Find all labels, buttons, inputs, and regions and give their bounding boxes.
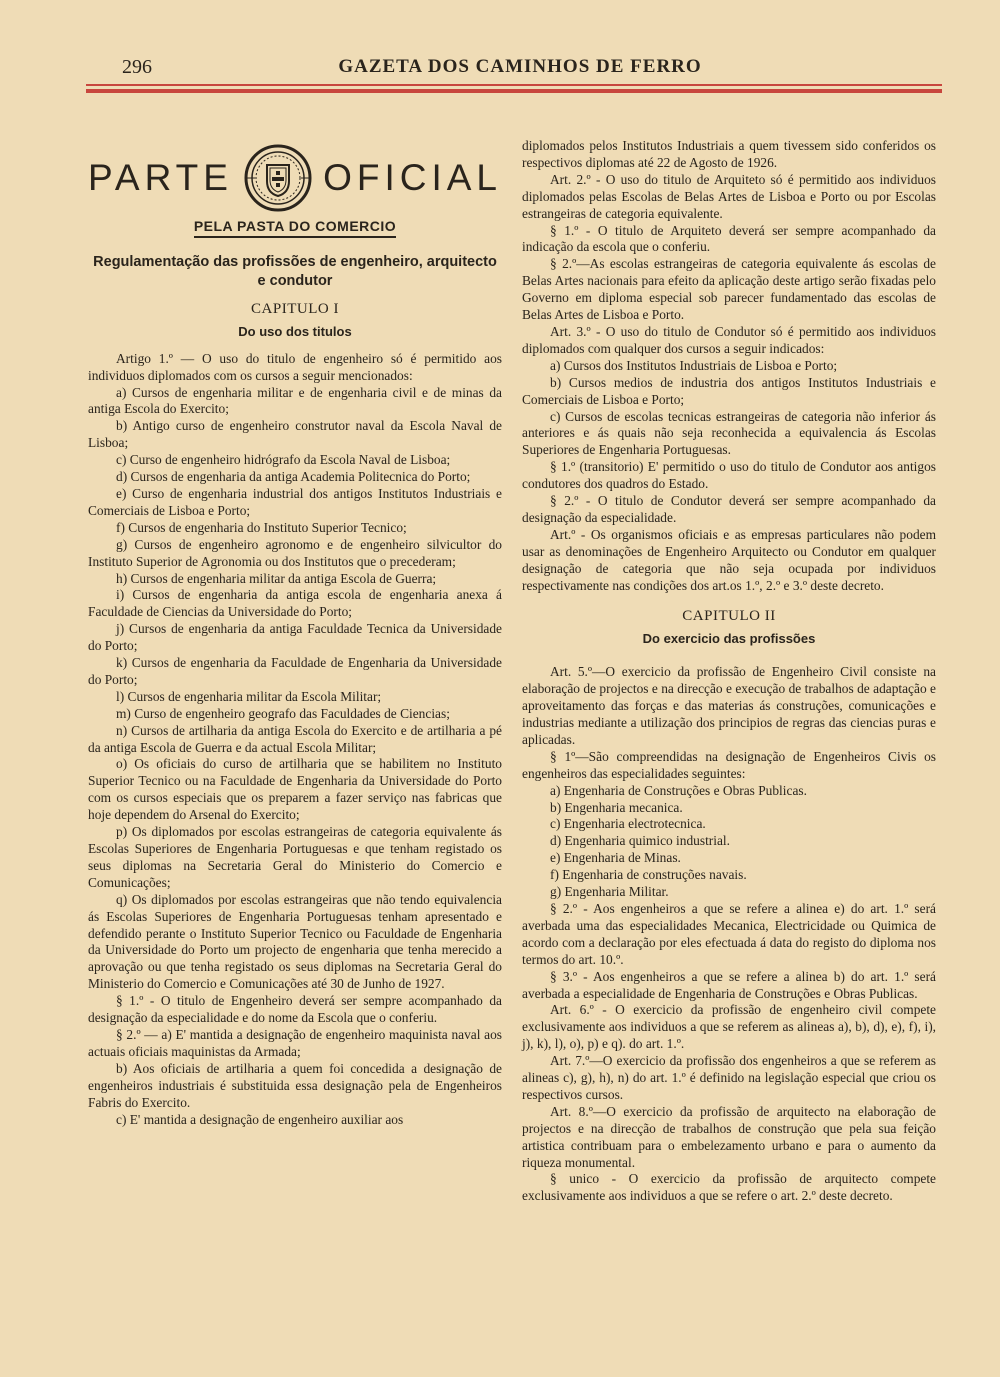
left-column (88, 148, 502, 1128)
paragraph: b) Antigo curso de engenheiro construtor naval da Escola Naval de Lisboa; (88, 418, 502, 451)
right-column (522, 138, 936, 1205)
paragraph: n) Cursos de artilharia da antiga Escola do Exercito e de artilharia a pé da antiga Escola de Guerra e da actual Escola Militar; (88, 722, 502, 755)
paragraph: f) Engenharia de construções navais. (550, 867, 747, 883)
left-paragraphs (88, 351, 502, 1129)
paragraph: j) Cursos de engenharia da antiga Faculdade Tecnica da Universidade do Porto; (88, 621, 502, 654)
chapter-2-heading: CAPITULO II (682, 608, 776, 625)
section-masthead (88, 148, 502, 208)
coat-of-arms-icon (243, 143, 313, 213)
paragraph: m) Curso de engenheiro geografo das Faculdades de Ciencias; (116, 705, 450, 721)
paragraph: f) Cursos de engenharia do Instituto Superior Tecnico; (116, 519, 407, 535)
paragraph: Art.º - Os organismos oficiais e as empresas particulares não podem usar as denominações de Engenheiro Arquitecto ou Condutor em qualquer designação de categoria que não seja ocupada por individuos respectivamente nas condições dos art.os 1.º, 2.º e 3.º deste decreto. (522, 526, 936, 593)
paragraph: Art. 8.º—O exercicio da profissão de arquitecto na elaboração de projectos e na direcção de trabalhos de construção que pela sua feição artistica contribuam para o embelezamento urbano e para o aumento da riqueza monumental. (522, 1103, 936, 1170)
paragraph: § 1.º - O titulo de Arquiteto deverá ser sempre acompanhado da indicação da escola que o conferiu. (522, 222, 936, 255)
ministry-heading-text: PELA PASTA DO COMERCIO (194, 218, 396, 238)
paragraph: § 2.º — a) E' mantida a designação de engenheiro maquinista naval aos actuais oficiais maquinistas da Armada; (88, 1026, 502, 1059)
paragraph: b) Cursos medios de industria dos antigos Institutos Industriais e Comerciais de Lisboa e Porto; (522, 374, 936, 407)
paragraph: a) Cursos dos Institutos Industriais de Lisboa e Porto; (550, 357, 838, 373)
paragraph: Art. 2.º - O uso do titulo de Arquiteto só é permitido aos individuos diplomados pelas Escolas de Belas Artes de Lisboa e Porto ou por Escolas estrangeiras de categoria equivalente. (522, 171, 936, 221)
paragraph: a) Cursos de engenharia militar e de engenharia civil e de minas da antiga Escola do Exercito; (88, 384, 502, 417)
header-rule-thin (86, 84, 942, 86)
paragraph: § 2.º - O titulo de Condutor deverá ser sempre acompanhado da designação da especialidade. (522, 493, 936, 525)
paragraph: q) Os diplomados por escolas estrangeiras que não tendo equivalencia ás Escolas Superiores de Engenharia Portuguesas tenham apresentado e defendido perante o Instituto Superior Tecnico ou Faculdade de Engenharia da Universidade do Porto um projecto de engenharia que tenha merecido a aprovação ou que tenha registado os seus diplomas na Secretaria Geral do Ministerio do Comercio e Comunicações até 30 de Junho de 1927. (88, 891, 502, 992)
paragraph: c) Engenharia electrotecnica. (550, 816, 706, 832)
paragraph: d) Engenharia quimico industrial. (550, 833, 730, 849)
paragraph: § 2.º - Aos engenheiros a que se refere a alinea e) do art. 1.º será averbada uma das especialidades Mecanica, Electricidade ou Quimica de acordo com a declaração por eles efectuada á data do registo do diploma nos termos do art. 10.º. (522, 900, 936, 967)
paragraph: e) Engenharia de Minas. (550, 850, 681, 866)
paragraph: l) Cursos de engenharia militar da Escola Militar; (116, 688, 382, 704)
paragraph: h) Cursos de engenharia militar da antiga Escola de Guerra; (116, 570, 437, 586)
chapter-2-subheading: Do exercicio das profissões (642, 631, 816, 647)
paragraph: Artigo 1.º — O uso do titulo de engenheiro só é permitido aos individuos diplomados com os cursos a seguir mencionados: (88, 350, 502, 383)
paragraph: Art. 6.º - O exercicio da profissão de engenheiro civil compete exclusivamente aos individuos a que se referem as alineas a), b), d), e), f), i), j), k), l), o), p) e q). do art. 1.º. (522, 1002, 936, 1052)
page-number: 296 (122, 56, 152, 78)
paragraph: § 2.º—As escolas estrangeiras de categoria equivalente ás escolas de Belas Artes nacionais para efeito da aplicação deste artigo serão fixadas pelo Governo em diploma especial sob parecer fundamentado das escolas de Belas Artes de Lisboa e Porto. (522, 256, 936, 323)
paragraph: § 1º—São compreendidas na designação de Engenheiros Civis os engenheiros das especialidades seguintes: (522, 748, 936, 781)
paragraph: c) Cursos de escolas tecnicas estrangeiras de categoria não inferior ás anteriores e ás quais não seja reconhecida a equivalencia ás Escolas Superiores de Engenharia Portuguesas. (522, 408, 936, 458)
paragraph: c) Curso de engenheiro hidrógrafo da Escola Naval de Lisboa; (116, 452, 451, 468)
paragraph: b) Engenharia mecanica. (550, 799, 683, 815)
paragraph: Art. 7.º—O exercicio da profissão dos engenheiros a que se referem as alineas c), g), h), n) do art. 1.º é definido na legislação especial que criou os respectivos cursos. (522, 1053, 936, 1102)
paragraph: c) E' mantida a designação de engenheiro auxiliar aos (116, 1111, 404, 1127)
paragraph: d) Cursos de engenharia da antiga Academia Politecnica do Porto; (116, 469, 471, 485)
paragraph: k) Cursos de engenharia da Faculdade de Engenharia da Universidade do Porto; (88, 655, 502, 687)
right-paragraphs-bottom (522, 664, 936, 1205)
ministry-heading (88, 218, 502, 235)
chapter-1-subheading: Do uso dos titulos (238, 323, 352, 339)
paragraph: § 3.º - Aos engenheiros a que se refere a alinea b) do art. 1.º será averbada a especialidade de Engenharia de Construções e Obras Publicas. (522, 968, 936, 1001)
paragraph: i) Cursos de engenharia da antiga escola de engenharia anexa á Faculdade de Ciencias da Universidade do Porto; (88, 587, 502, 620)
regulation-title: Regulamentação das profissões de engenheiro, arquitecto e condutor (93, 253, 497, 289)
paragraph: Art. 3.º - O uso do titulo de Condutor só é permitido aos individuos diplomados com qualquer dos cursos a seguir indicados: (522, 323, 936, 356)
paragraph: g) Engenharia Militar. (550, 884, 669, 900)
right-paragraphs-top (522, 138, 936, 594)
paragraph: § 1.º (transitorio) E' permitido o uso do titulo de Condutor aos antigos condutores dos quadros do Estado. (522, 459, 936, 492)
masthead-word-oficial: OFICIAL (323, 156, 502, 198)
paragraph: o) Os oficiais do curso de artilharia que se habilitem no Instituto Superior Tecnico ou na Faculdade de Engenharia da Universidade do Porto com os cursos especiais que os preparem a fazer serviço nas fabricas que hoje dependem do Arsenal do Exercito; (88, 756, 502, 823)
paragraph: Art. 5.º—O exercicio da profissão de Engenheiro Civil consiste na elaboração de projectos e na direcção e execução de trabalhos de adaptação e aproveitamento das forças e das materias ás construções, comunicações e industrias mediante a utilização dos principios de regras das ciencias puras e aplicadas. (522, 664, 936, 747)
paragraph: § 1.º - O titulo de Engenheiro deverá ser sempre acompanhado da designação da especialidade e do nome da Escola que o conferiu. (88, 993, 502, 1026)
paragraph: b) Aos oficiais de artilharia a quem foi concedida a designação de engenheiros industriais é substituida essa designação pela de Engenheiros Fabris do Exercito. (88, 1060, 502, 1110)
chapter-1-heading: CAPITULO I (251, 300, 339, 317)
masthead-word-parte: PARTE (88, 156, 233, 198)
header-rule-thick (86, 89, 942, 93)
paragraph: p) Os diplomados por escolas estrangeiras de categoria equivalente ás Escolas Superiores de Engenharia Portuguesas e que tenham registado os seus diplomas na Secretaria Geral do Ministerio do Comercio e Comunicações; (88, 824, 502, 890)
paragraph: e) Curso de engenharia industrial dos antigos Institutos Industriais e Comerciais de Lisboa e Porto; (88, 485, 502, 518)
paragraph: diplomados pelos Institutos Industriais a quem tivessem sido conferidos os respectivos diplomas até 22 de Agosto de 1926. (522, 138, 936, 170)
paragraph: § unico - O exercicio da profissão de arquitecto compete exclusivamente aos individuos a que se refere o art. 2.º deste decreto. (522, 1171, 936, 1204)
paragraph: g) Cursos de engenheiro agronomo e de engenheiro silvicultor do Instituto Superior de Agronomia ou dos Institutos que o precederam; (88, 536, 502, 569)
running-head: GAZETA DOS CAMINHOS DE FERRO (338, 56, 702, 77)
paragraph: a) Engenharia de Construções e Obras Publicas. (550, 782, 807, 798)
